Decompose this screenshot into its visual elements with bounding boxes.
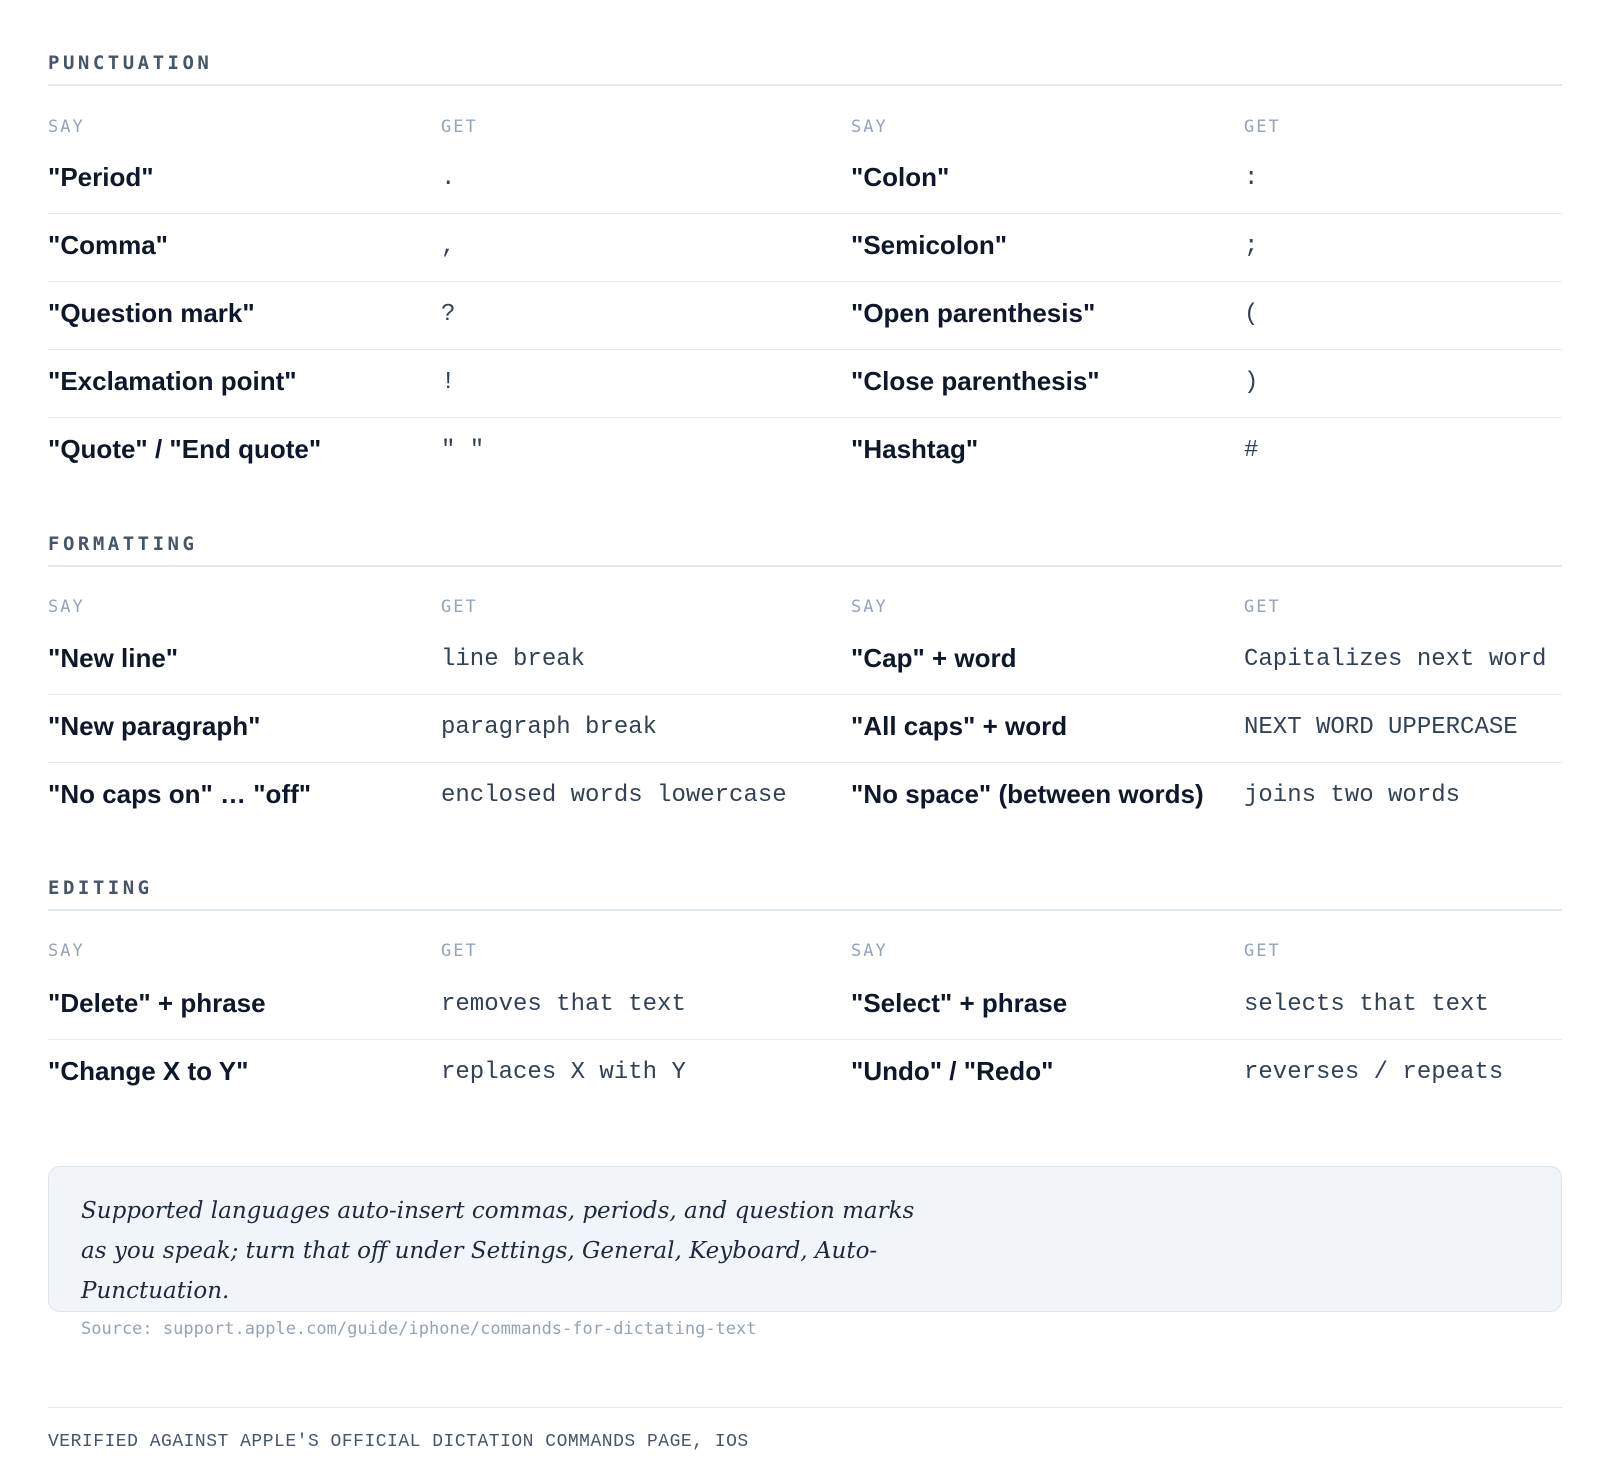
column-header-get: GET (1244, 117, 1281, 137)
say-command: "Quote" / "End quote" (48, 434, 322, 464)
get-result: enclosed words lowercase (441, 782, 787, 809)
table-row (48, 282, 1562, 350)
say-command: "Semicolon" (851, 230, 1008, 260)
say-command: "No caps on" … "off" (48, 779, 312, 809)
say-command: "Colon" (851, 162, 950, 192)
say-command: "New line" (48, 643, 179, 673)
say-command: "All caps" + word (851, 711, 1068, 741)
get-result: selects that text (1244, 991, 1489, 1018)
column-header-say: SAY (48, 597, 85, 617)
column-header-get: GET (1244, 597, 1281, 617)
footer-verification: VERIFIED AGAINST APPLE'S OFFICIAL DICTATION COMMANDS PAGE, IOS (48, 1407, 1562, 1452)
section-title-formatting: FORMATTING (48, 533, 1562, 567)
get-result: NEXT WORD UPPERCASE (1244, 714, 1518, 741)
column-header-get: GET (441, 117, 478, 137)
say-command: "Change X to Y" (48, 1056, 249, 1086)
get-result: " " (441, 437, 485, 464)
table-row (48, 214, 1562, 282)
say-command: "Comma" (48, 230, 169, 260)
get-result: paragraph break (441, 714, 658, 741)
table-row (48, 763, 1562, 831)
get-result: ? (441, 301, 456, 328)
get-result: replaces X with Y (441, 1059, 686, 1086)
get-result: ( (1244, 301, 1259, 328)
say-command: "New paragraph" (48, 711, 261, 741)
say-command: "Question mark" (48, 298, 255, 328)
get-result: reverses / repeats (1244, 1059, 1504, 1086)
column-header-say: SAY (48, 117, 85, 137)
note-text: Supported languages auto-insert commas, periods, and question marks as you speak; turn that off under Settings, General, Keyboard, Auto-Punctuation. (81, 1198, 915, 1304)
get-result: line break (441, 646, 586, 673)
column-header-get: GET (441, 597, 478, 617)
get-result: ) (1244, 369, 1259, 396)
say-command: "Close parenthesis" (851, 366, 1100, 396)
say-command: "Select" + phrase (851, 988, 1068, 1018)
say-command: "No space" (between words) (851, 779, 1204, 809)
get-result: Capitalizes next word (1244, 646, 1547, 673)
get-result: removes that text (441, 991, 686, 1018)
say-command: "Cap" + word (851, 643, 1017, 673)
table-row (48, 146, 1562, 214)
say-command: "Open parenthesis" (851, 298, 1096, 328)
column-header-say: SAY (48, 941, 85, 961)
say-command: "Delete" + phrase (48, 988, 266, 1018)
column-header-get: GET (441, 941, 478, 961)
say-command: "Hashtag" (851, 434, 979, 464)
table-row (48, 695, 1562, 763)
get-result: : (1244, 165, 1259, 192)
section-title-punctuation: PUNCTUATION (48, 52, 1562, 86)
column-header-get: GET (1244, 941, 1281, 961)
say-command: "Exclamation point" (48, 366, 297, 396)
get-result: # (1244, 437, 1259, 464)
column-header-say: SAY (851, 597, 888, 617)
column-header-say: SAY (851, 117, 888, 137)
table-row (48, 972, 1562, 1040)
table-row (48, 350, 1562, 418)
auto-punctuation-note (48, 1166, 1562, 1339)
table-row (48, 418, 1562, 486)
get-result: joins two words (1244, 782, 1461, 809)
get-result: . (441, 165, 456, 192)
say-command: "Period" (48, 162, 154, 192)
get-result: , (441, 233, 456, 260)
get-result: ! (441, 369, 456, 396)
section-title-editing: EDITING (48, 877, 1562, 911)
table-row (48, 1040, 1562, 1108)
get-result: ; (1244, 233, 1259, 260)
note-source: Source: support.apple.com/guide/iphone/commands-for-dictating-text (81, 1319, 757, 1339)
say-command: "Undo" / "Redo" (851, 1056, 1054, 1086)
table-row (48, 627, 1562, 695)
column-header-say: SAY (851, 941, 888, 961)
